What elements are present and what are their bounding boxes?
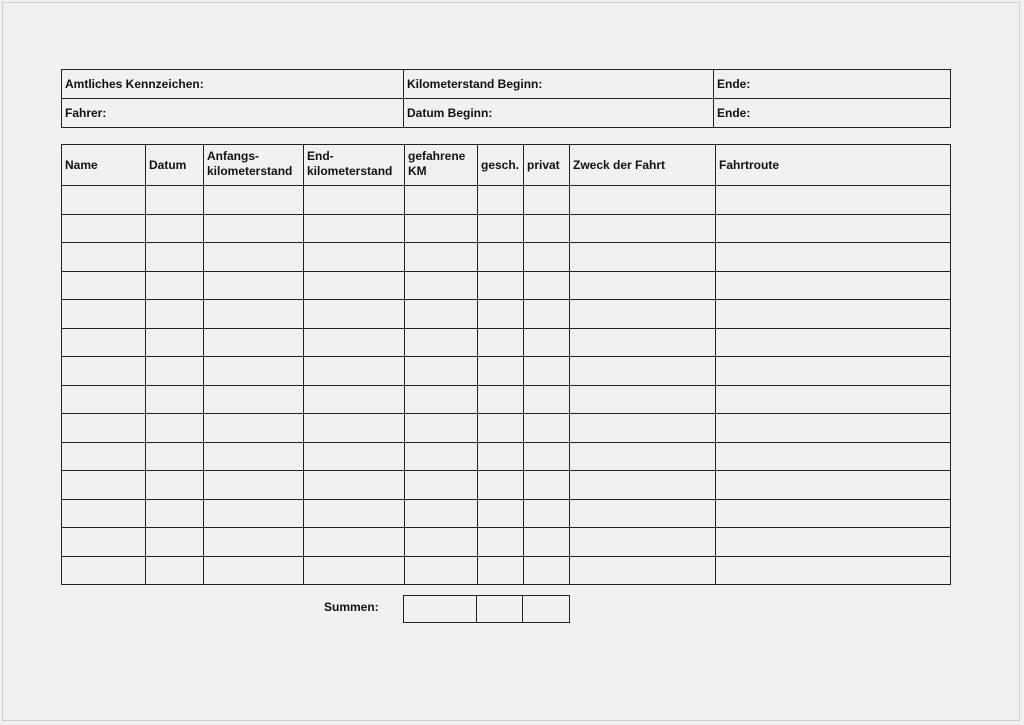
cell-end-km[interactable] <box>304 243 405 272</box>
cell-zweck[interactable] <box>570 414 716 443</box>
cell-privat[interactable] <box>524 385 570 414</box>
cell-name[interactable] <box>62 414 146 443</box>
cell-privat[interactable] <box>524 499 570 528</box>
table-row <box>62 300 951 329</box>
cell-datum[interactable] <box>146 556 204 585</box>
cell-datum[interactable] <box>146 385 204 414</box>
vehicle-header-table <box>61 69 951 128</box>
cell-privat[interactable] <box>524 271 570 300</box>
cell-privat[interactable] <box>524 186 570 215</box>
cell-name[interactable] <box>62 528 146 557</box>
table-row <box>62 357 951 386</box>
cell-datum[interactable] <box>146 300 204 329</box>
col-header-fahrtroute: Fahrtroute <box>716 145 951 186</box>
cell-zweck[interactable] <box>570 528 716 557</box>
cell-gesch[interactable] <box>478 328 524 357</box>
cell-gefahrene-km[interactable] <box>405 385 478 414</box>
datum-ende-label: Ende: <box>717 106 751 120</box>
table-row <box>62 214 951 243</box>
cell-name[interactable] <box>62 243 146 272</box>
sums-table <box>403 595 570 623</box>
cell-gesch[interactable] <box>478 499 524 528</box>
cell-anfangs-km[interactable] <box>204 528 304 557</box>
col-header-name: Name <box>62 145 146 186</box>
cell-gefahrene-km[interactable] <box>405 499 478 528</box>
table-row <box>62 556 951 585</box>
cell-anfangs-km[interactable] <box>204 471 304 500</box>
cell-fahrtroute[interactable] <box>716 243 951 272</box>
cell-fahrtroute[interactable] <box>716 528 951 557</box>
cell-end-km[interactable] <box>304 328 405 357</box>
table-row <box>62 528 951 557</box>
cell-gesch[interactable] <box>478 442 524 471</box>
cell-end-km[interactable] <box>304 442 405 471</box>
cell-anfangs-km[interactable] <box>204 442 304 471</box>
cell-anfangs-km[interactable] <box>204 499 304 528</box>
sum-gesch-cell[interactable] <box>477 596 523 623</box>
cell-name[interactable] <box>62 385 146 414</box>
cell-anfangs-km[interactable] <box>204 214 304 243</box>
cell-end-km[interactable] <box>304 414 405 443</box>
table-header-row <box>62 145 951 186</box>
cell-gesch[interactable] <box>478 414 524 443</box>
cell-end-km[interactable] <box>304 471 405 500</box>
cell-gefahrene-km[interactable] <box>405 328 478 357</box>
cell-name[interactable] <box>62 186 146 215</box>
cell-anfangs-km[interactable] <box>204 271 304 300</box>
cell-privat[interactable] <box>524 442 570 471</box>
datum-beginn-field[interactable] <box>404 99 714 128</box>
cell-fahrtroute[interactable] <box>716 385 951 414</box>
cell-gefahrene-km[interactable] <box>405 357 478 386</box>
cell-anfangs-km[interactable] <box>204 556 304 585</box>
table-row <box>62 186 951 215</box>
sum-gefahrene-km-cell[interactable] <box>404 596 477 623</box>
col-header-gesch: gesch. <box>478 145 524 186</box>
cell-privat[interactable] <box>524 214 570 243</box>
cell-zweck[interactable] <box>570 186 716 215</box>
km-ende-label: Ende: <box>717 77 751 91</box>
sum-privat-cell[interactable] <box>523 596 570 623</box>
cell-gefahrene-km[interactable] <box>405 556 478 585</box>
table-row <box>62 271 951 300</box>
cell-end-km[interactable] <box>304 385 405 414</box>
cell-gefahrene-km[interactable] <box>405 442 478 471</box>
trip-log-table <box>61 144 951 585</box>
cell-end-km[interactable] <box>304 499 405 528</box>
cell-end-km[interactable] <box>304 300 405 329</box>
table-row <box>62 414 951 443</box>
cell-privat[interactable] <box>524 471 570 500</box>
cell-name[interactable] <box>62 271 146 300</box>
cell-zweck[interactable] <box>570 385 716 414</box>
col-header-gefahrene-km: gefahrene KM <box>405 145 478 186</box>
cell-gesch[interactable] <box>478 385 524 414</box>
cell-zweck[interactable] <box>570 442 716 471</box>
cell-name[interactable] <box>62 357 146 386</box>
cell-gesch[interactable] <box>478 357 524 386</box>
cell-privat[interactable] <box>524 528 570 557</box>
cell-end-km[interactable] <box>304 528 405 557</box>
cell-gefahrene-km[interactable] <box>405 414 478 443</box>
cell-end-km[interactable] <box>304 357 405 386</box>
cell-anfangs-km[interactable] <box>204 357 304 386</box>
kennzeichen-field[interactable] <box>62 70 404 99</box>
cell-datum[interactable] <box>146 499 204 528</box>
cell-gefahrene-km[interactable] <box>405 528 478 557</box>
cell-datum[interactable] <box>146 186 204 215</box>
fahrer-field[interactable] <box>62 99 404 128</box>
cell-name[interactable] <box>62 556 146 585</box>
cell-fahrtroute[interactable] <box>716 214 951 243</box>
km-beginn-label: Kilometerstand Beginn: <box>407 77 543 91</box>
table-row <box>62 328 951 357</box>
kennzeichen-label: Amtliches Kennzeichen: <box>65 77 204 91</box>
cell-fahrtroute[interactable] <box>716 414 951 443</box>
km-ende-field[interactable] <box>714 70 951 99</box>
table-row <box>62 243 951 272</box>
cell-gefahrene-km[interactable] <box>405 471 478 500</box>
cell-gefahrene-km[interactable] <box>405 271 478 300</box>
cell-gesch[interactable] <box>478 556 524 585</box>
cell-gesch[interactable] <box>478 186 524 215</box>
cell-end-km[interactable] <box>304 271 405 300</box>
cell-gesch[interactable] <box>478 271 524 300</box>
cell-zweck[interactable] <box>570 214 716 243</box>
fahrer-label: Fahrer: <box>65 106 107 120</box>
cell-fahrtroute[interactable] <box>716 186 951 215</box>
cell-gesch[interactable] <box>478 471 524 500</box>
km-beginn-field[interactable] <box>404 70 714 99</box>
cell-gefahrene-km[interactable] <box>405 243 478 272</box>
cell-datum[interactable] <box>146 271 204 300</box>
cell-anfangs-km[interactable] <box>204 243 304 272</box>
col-header-end-km: End- kilometerstand <box>304 145 405 186</box>
cell-gefahrene-km[interactable] <box>405 186 478 215</box>
cell-name[interactable] <box>62 499 146 528</box>
cell-privat[interactable] <box>524 357 570 386</box>
cell-fahrtroute[interactable] <box>716 271 951 300</box>
cell-name[interactable] <box>62 214 146 243</box>
cell-end-km[interactable] <box>304 214 405 243</box>
cell-gesch[interactable] <box>478 300 524 329</box>
summen-label: Summen: <box>324 600 379 614</box>
cell-datum[interactable] <box>146 414 204 443</box>
cell-fahrtroute[interactable] <box>716 442 951 471</box>
cell-zweck[interactable] <box>570 556 716 585</box>
table-row <box>62 442 951 471</box>
cell-anfangs-km[interactable] <box>204 414 304 443</box>
cell-anfangs-km[interactable] <box>204 328 304 357</box>
cell-end-km[interactable] <box>304 186 405 215</box>
cell-fahrtroute[interactable] <box>716 556 951 585</box>
cell-gesch[interactable] <box>478 528 524 557</box>
col-header-datum: Datum <box>146 145 204 186</box>
cell-fahrtroute[interactable] <box>716 300 951 329</box>
cell-privat[interactable] <box>524 243 570 272</box>
cell-anfangs-km[interactable] <box>204 385 304 414</box>
datum-ende-field[interactable] <box>714 99 951 128</box>
cell-gefahrene-km[interactable] <box>405 214 478 243</box>
cell-fahrtroute[interactable] <box>716 499 951 528</box>
log-body <box>62 186 951 585</box>
cell-gesch[interactable] <box>478 243 524 272</box>
cell-datum[interactable] <box>146 214 204 243</box>
table-row <box>62 471 951 500</box>
cell-anfangs-km[interactable] <box>204 300 304 329</box>
cell-zweck[interactable] <box>570 357 716 386</box>
cell-zweck[interactable] <box>570 300 716 329</box>
table-row <box>62 499 951 528</box>
table-row <box>62 385 951 414</box>
cell-anfangs-km[interactable] <box>204 186 304 215</box>
col-header-anfangs-km: Anfangs- kilometerstand <box>204 145 304 186</box>
header-row-driver <box>62 99 951 128</box>
cell-datum[interactable] <box>146 442 204 471</box>
cell-zweck[interactable] <box>570 471 716 500</box>
cell-gesch[interactable] <box>478 214 524 243</box>
cell-datum[interactable] <box>146 357 204 386</box>
cell-zweck[interactable] <box>570 499 716 528</box>
cell-name[interactable] <box>62 328 146 357</box>
cell-name[interactable] <box>62 300 146 329</box>
cell-name[interactable] <box>62 471 146 500</box>
cell-gefahrene-km[interactable] <box>405 300 478 329</box>
cell-privat[interactable] <box>524 328 570 357</box>
datum-beginn-label: Datum Beginn: <box>407 106 493 120</box>
cell-fahrtroute[interactable] <box>716 471 951 500</box>
cell-zweck[interactable] <box>570 271 716 300</box>
cell-privat[interactable] <box>524 414 570 443</box>
col-header-zweck: Zweck der Fahrt <box>570 145 716 186</box>
cell-name[interactable] <box>62 442 146 471</box>
cell-zweck[interactable] <box>570 243 716 272</box>
cell-datum[interactable] <box>146 528 204 557</box>
cell-fahrtroute[interactable] <box>716 357 951 386</box>
cell-datum[interactable] <box>146 328 204 357</box>
cell-datum[interactable] <box>146 243 204 272</box>
cell-end-km[interactable] <box>304 556 405 585</box>
header-row-vehicle <box>62 70 951 99</box>
cell-fahrtroute[interactable] <box>716 328 951 357</box>
cell-datum[interactable] <box>146 471 204 500</box>
sums-row <box>404 596 570 623</box>
cell-privat[interactable] <box>524 300 570 329</box>
cell-zweck[interactable] <box>570 328 716 357</box>
cell-privat[interactable] <box>524 556 570 585</box>
col-header-privat: privat <box>524 145 570 186</box>
